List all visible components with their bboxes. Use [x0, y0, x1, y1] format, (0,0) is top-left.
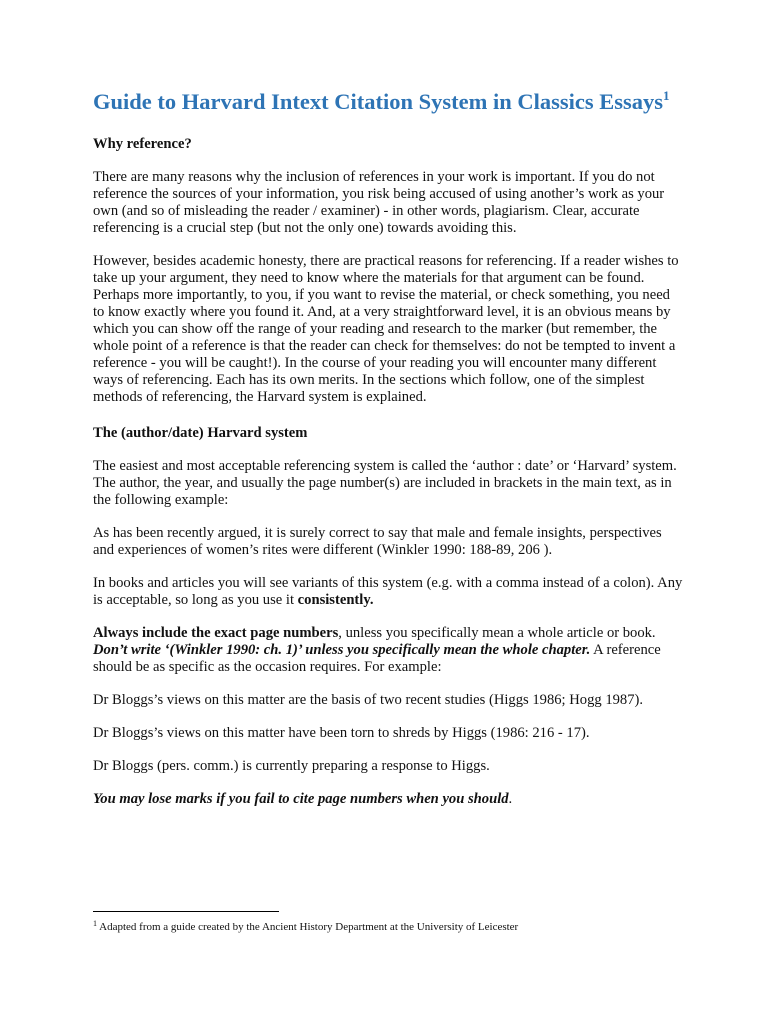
warning-text: You may lose marks if you fail to cite page numbers when you should — [93, 791, 509, 807]
paragraph-harvard-3 — [93, 625, 683, 676]
warning-end: . — [508, 791, 513, 807]
footnote-text: Adapted from a guide created by the Ancient History Department at the University of Leicester — [97, 921, 519, 933]
example-citation-4: Dr Bloggs (pers. comm.) is currently preparing a response to Higgs. — [93, 758, 490, 774]
p3-mid: , unless you specifically mean a whole article or book. — [338, 625, 656, 641]
warning-paragraph — [93, 791, 683, 808]
example-citation-2: Dr Bloggs’s views on this matter are the basis of two recent studies (Higgs 1986; Hogg 1987). — [93, 692, 644, 708]
p3-bold-italic: Don’t write ‘(Winkler 1990: ch. 1)’ unless you specifically mean the whole chapter. — [93, 642, 591, 658]
footnote-mark: 1 — [93, 919, 97, 928]
p3-end: A reference should be as specific as the occasion requires. For example: — [93, 642, 661, 675]
paragraph-why-2: However, besides academic honesty, there are practical reasons for referencing. If a reader wishes to take up your argument, they need to know where the materials for that argument can be found. Perhaps more importantly, to you, if you want to revise the material, or check something, you need to know exactly where you found it. And, at a very straightforward level, it is an obvious means by which you can show off the range of your reading and research to the marker (but remember, the whole point of a reference is that the reader can check for themselves: do not be tempted to invent a reference - you will be caught!). In the course of your reading you will encounter many different ways of referencing. Each has its own merits. In the sections which follow, one of the simplest methods of referencing, the Harvard system is explained. — [93, 253, 679, 405]
paragraph-harvard-2 — [93, 575, 683, 609]
section-heading-why: Why reference? — [93, 136, 192, 152]
footnote-divider — [93, 911, 279, 912]
document-page — [93, 88, 683, 808]
p2-bold: consistently. — [297, 592, 374, 608]
paragraph-harvard-1: The easiest and most acceptable referencing system is called the ‘author : date’ or ‘Harvard’ system. The author, the year, and usually the page number(s) are included in brackets in the main text, as in the following example: — [93, 458, 677, 508]
footnote — [93, 921, 518, 934]
page-title — [93, 88, 683, 116]
example-citation-3: Dr Bloggs’s views on this matter have been torn to shreds by Higgs (1986: 216 - 17). — [93, 725, 590, 741]
paragraph-why-1: There are many reasons why the inclusion of references in your work is important. If you do not reference the sources of your information, you risk being accused of using another’s work as your own (and so of misleading the reader / examiner) - in other words, plagiarism. Clear, accurate referencing is a crucial step (but not the only one) towards avoiding this. — [93, 169, 665, 236]
title-text: Guide to Harvard Intext Citation System in Classics Essays — [93, 89, 664, 114]
p3-bold: Always include the exact page numbers — [93, 625, 339, 641]
title-footnote-mark[interactable]: 1 — [663, 88, 670, 103]
example-citation-1: As has been recently argued, it is surely correct to say that male and female insights, perspectives and experiences of women’s rites were different (Winkler 1990: 188-89, 206 ). — [93, 525, 662, 558]
p2-text: In books and articles you will see variants of this system (e.g. with a comma instead of a colon). Any is acceptable, so long as you use it — [93, 575, 683, 608]
section-heading-harvard: The (author/date) Harvard system — [93, 425, 308, 441]
